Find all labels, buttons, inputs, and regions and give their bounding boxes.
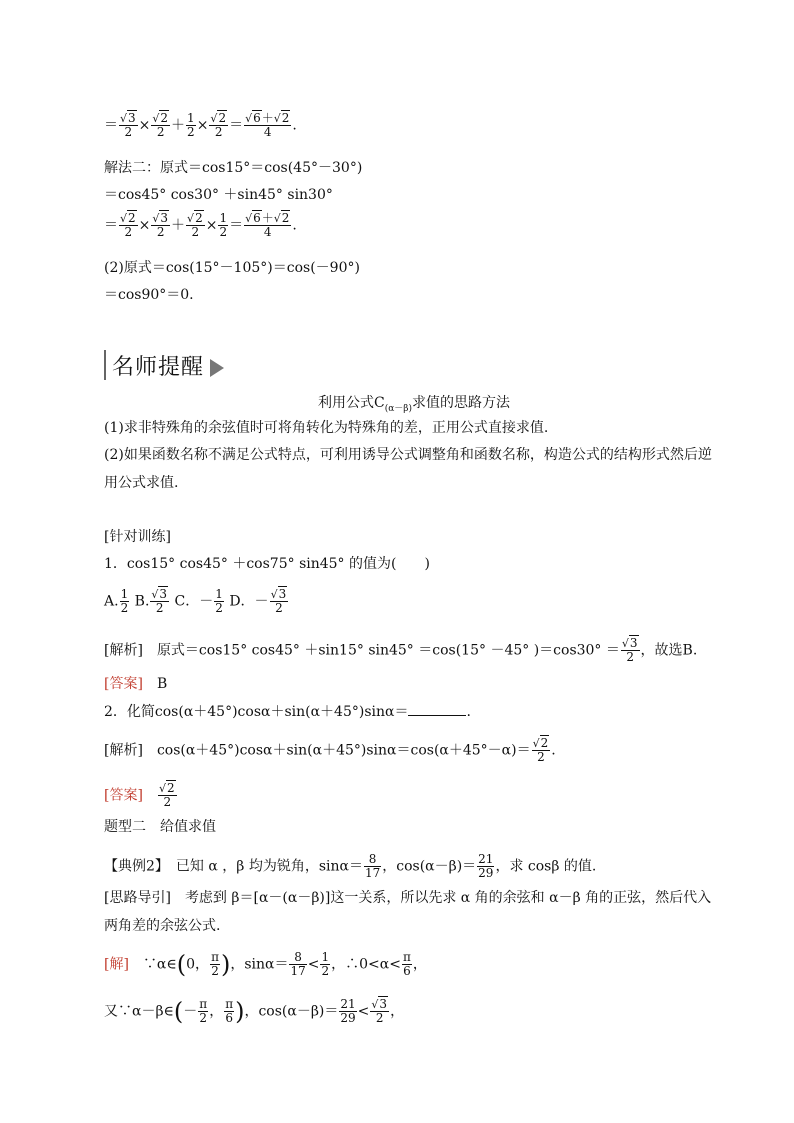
answer-label: [答案] — [104, 787, 143, 804]
answer-label: [答案] — [104, 676, 143, 692]
example-label: 【典例2】 — [104, 858, 162, 875]
tip-heading — [112, 350, 224, 381]
fraction: $\frac{√2}{2}$ — [120, 211, 136, 239]
tip-p2: (2)如果函数名称不满足公式特点，可利用诱导公式调整角和函数名称，构造公式的结构形式然后逆用公式求值. — [104, 447, 712, 491]
solution-step-1: [解] ∵α∈(0， $\frac{\pi}{2}$ )，sinα＝ $\frac{8}{17}$ < $\frac{1}{2}$ ，∴0<α< $\frac{\pi}{6}$ ， — [104, 950, 427, 979]
equals-sign: ＝ — [104, 117, 118, 134]
guide-label: [思路导引] — [104, 890, 171, 906]
tip-title: 利用公式$C_{(\alpha-\beta)}$求值的思路方法 — [318, 395, 511, 414]
triangle-icon — [210, 359, 224, 377]
solution-line-3: ＝cos45° cos30° ＋sin45° sin30° — [104, 187, 333, 203]
heading-bar — [104, 350, 106, 380]
method2-line: 解法二：原式＝cos15°＝cos(45°－30°) — [104, 160, 363, 176]
times-sign: × — [138, 217, 151, 234]
solution-line-1 — [104, 112, 297, 139]
fraction: $\frac{√6+√2}{4}$ — [245, 211, 290, 239]
times-sign: × — [138, 117, 151, 134]
part2-line: (2)原式＝cos(15°－105°)＝cos(－90°) — [104, 260, 360, 276]
q1-answer: [答案] B — [104, 676, 168, 692]
fraction: $\frac{√6+√2}{4}$ — [245, 111, 290, 139]
q2-answer: [答案] $\frac{√2}{2}$ — [104, 781, 175, 809]
analysis-label: [解析] — [104, 742, 143, 759]
tip-p1: (1)求非特殊角的余弦值时可将角转化为特殊角的差，正用公式直接求值. — [104, 420, 549, 436]
tip-heading-text: 名师提醒 — [112, 355, 205, 380]
period: . — [292, 117, 297, 134]
fraction: $\frac{√3}{2}$ — [152, 211, 169, 239]
fraction: $\frac{1}{2}$ — [219, 211, 228, 239]
q1: 1．cos15° cos45° ＋cos75° sin45° 的值为( ) — [104, 556, 430, 572]
period: . — [292, 217, 297, 234]
guide: [思路导引] 考虑到 β＝[α－(α－β)]这一关系，所以先求 α 角的余弦和 α－β 角的正弦，然后代入两角差的余弦公式. — [104, 890, 712, 934]
plus-sign: ＋ — [171, 217, 186, 234]
q1-analysis: [解析] 原式＝cos15° cos45° ＋sin15° sin45° ＝cos(15° －45° )＝cos30° ＝ $\frac{√3}{2}$ ，故选B. — [104, 636, 698, 664]
solution-label: [解] — [104, 956, 129, 973]
q2: 2．化简cos(α＋45°)cosα＋sin(α＋45°)sinα＝ . — [104, 701, 471, 722]
fraction: $\frac{1}{2}$ — [187, 111, 195, 139]
answer-blank — [408, 701, 466, 716]
training-label: [针对训练] — [104, 529, 171, 545]
type2-title: 题型二 给值求值 — [104, 819, 216, 835]
equals-sign: ＝ — [229, 117, 244, 134]
fraction: $\frac{√3}{2}$ — [120, 111, 136, 139]
fraction: $\frac{√2}{2}$ — [152, 111, 169, 139]
times-sign: × — [205, 217, 218, 234]
q2-analysis: [解析] cos(α＋45°)cosα＋sin(α＋45°)sinα＝cos(α＋45°－α)＝ $\frac{√2}{2}$ . — [104, 736, 556, 764]
equals-sign: ＝ — [229, 217, 244, 234]
analysis-label: [解析] — [104, 642, 143, 659]
example-2: 【典例2】 已知 α ，β 均为锐角，sinα＝ $\frac{8}{17}$ ，cos(α－β)＝ $\frac{21}{29}$ ，求 cosβ 的值. — [104, 852, 597, 880]
solution-line-4 — [104, 212, 297, 239]
fraction: $\frac{√2}{2}$ — [210, 111, 227, 139]
fraction: $\frac{√2}{2}$ — [187, 211, 203, 239]
equals-sign: ＝ — [104, 217, 118, 234]
part2b-line: ＝cos90°＝0. — [104, 287, 194, 303]
q1-options: A. $\frac{1}{2}$ B. $\frac{√3}{2}$ C．－ $\frac{1}{2}$ D．－ $\frac{√3}{2}$ — [104, 587, 287, 615]
plus-sign: ＋ — [171, 117, 186, 134]
times-sign: × — [196, 117, 209, 134]
solution-step-2: 又∵α－β∈(－ $\frac{\pi}{2}$ ， $\frac{\pi}{6}$ )，cos(α－β)＝ $\frac{21}{29}$ < $\frac{√3}{2}$ ， — [104, 997, 405, 1026]
